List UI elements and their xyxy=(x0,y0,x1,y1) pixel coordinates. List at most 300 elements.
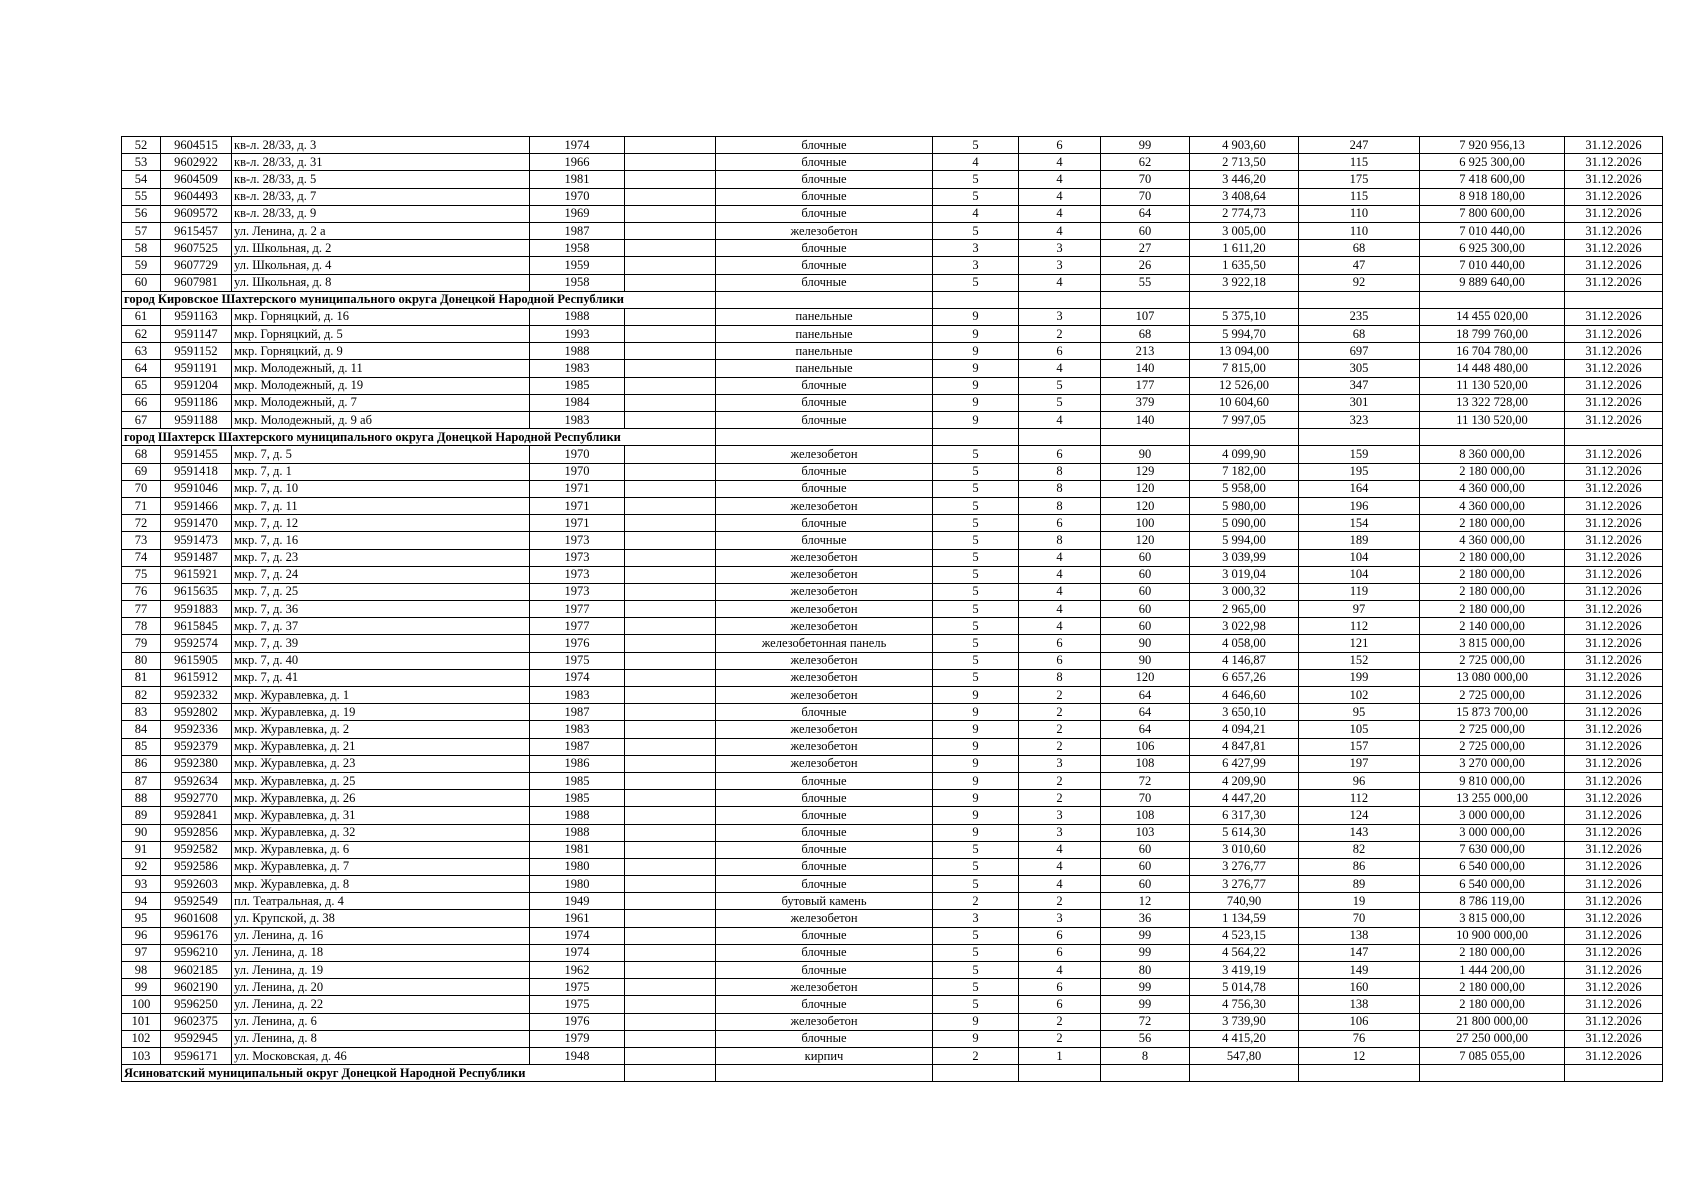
cell-residents: 152 xyxy=(1299,652,1420,669)
cell-empty-col xyxy=(625,171,716,188)
cell-empty-col xyxy=(625,1047,716,1064)
cell-wall-material: железобетон xyxy=(716,910,933,927)
cell-wall-material: блочные xyxy=(716,824,933,841)
table-row xyxy=(122,738,1663,755)
table-row xyxy=(122,240,1663,257)
cell-row-number: 85 xyxy=(122,738,161,755)
cell-deadline: 31.12.2026 xyxy=(1565,394,1663,411)
cell-building-id: 9591418 xyxy=(161,463,232,480)
cell-apartments: 120 xyxy=(1101,532,1190,549)
cell-building-id: 9592379 xyxy=(161,738,232,755)
cell-entrances: 4 xyxy=(1019,858,1101,875)
cell-area: 2 965,00 xyxy=(1190,601,1299,618)
cell-entrances: 3 xyxy=(1019,824,1101,841)
cell-empty-col xyxy=(625,669,716,686)
cell-wall-material: блочные xyxy=(716,274,933,291)
cell-empty-col xyxy=(625,515,716,532)
cell-area: 3 000,32 xyxy=(1190,583,1299,600)
cell-address: мкр. Журавлевка, д. 7 xyxy=(232,858,530,875)
cell-deadline: 31.12.2026 xyxy=(1565,635,1663,652)
cell-deadline: 31.12.2026 xyxy=(1565,446,1663,463)
cell-empty-col xyxy=(625,257,716,274)
empty-cell xyxy=(1565,1065,1663,1082)
cell-deadline: 31.12.2026 xyxy=(1565,274,1663,291)
cell-row-number: 52 xyxy=(122,137,161,154)
cell-building-id: 9609572 xyxy=(161,205,232,222)
cell-deadline: 31.12.2026 xyxy=(1565,601,1663,618)
table-row xyxy=(122,205,1663,222)
cell-deadline: 31.12.2026 xyxy=(1565,497,1663,514)
cell-entrances: 8 xyxy=(1019,463,1101,480)
cell-row-number: 65 xyxy=(122,377,161,394)
cell-area: 4 564,22 xyxy=(1190,944,1299,961)
cell-building-id: 9592841 xyxy=(161,807,232,824)
cell-year-built: 1983 xyxy=(530,360,625,377)
cell-deadline: 31.12.2026 xyxy=(1565,927,1663,944)
cell-building-id: 9596171 xyxy=(161,1047,232,1064)
table-row xyxy=(122,377,1663,394)
cell-empty-col xyxy=(625,635,716,652)
cell-building-id: 9602190 xyxy=(161,979,232,996)
empty-cell xyxy=(1019,291,1101,308)
cell-cost: 7 920 956,13 xyxy=(1420,137,1565,154)
cell-deadline: 31.12.2026 xyxy=(1565,979,1663,996)
cell-cost: 3 000 000,00 xyxy=(1420,807,1565,824)
cell-entrances: 2 xyxy=(1019,704,1101,721)
cell-residents: 47 xyxy=(1299,257,1420,274)
cell-area: 547,80 xyxy=(1190,1047,1299,1064)
cell-deadline: 31.12.2026 xyxy=(1565,377,1663,394)
cell-apartments: 72 xyxy=(1101,1013,1190,1030)
cell-address: мкр. Журавлевка, д. 1 xyxy=(232,687,530,704)
cell-deadline: 31.12.2026 xyxy=(1565,721,1663,738)
table-row xyxy=(122,807,1663,824)
cell-entrances: 2 xyxy=(1019,721,1101,738)
cell-entrances: 6 xyxy=(1019,343,1101,360)
cell-address: мкр. 7, д. 10 xyxy=(232,480,530,497)
cell-deadline: 31.12.2026 xyxy=(1565,137,1663,154)
cell-address: ул. Ленина, д. 20 xyxy=(232,979,530,996)
cell-apartments: 80 xyxy=(1101,962,1190,979)
cell-row-number: 98 xyxy=(122,962,161,979)
cell-wall-material: блочные xyxy=(716,532,933,549)
cell-building-id: 9615845 xyxy=(161,618,232,635)
cell-residents: 105 xyxy=(1299,721,1420,738)
cell-apartments: 90 xyxy=(1101,652,1190,669)
cell-year-built: 1977 xyxy=(530,601,625,618)
cell-entrances: 3 xyxy=(1019,807,1101,824)
cell-building-id: 9604509 xyxy=(161,171,232,188)
cell-wall-material: блочные xyxy=(716,704,933,721)
table-row xyxy=(122,996,1663,1013)
cell-area: 2 713,50 xyxy=(1190,154,1299,171)
cell-deadline: 31.12.2026 xyxy=(1565,480,1663,497)
cell-floors: 9 xyxy=(933,807,1019,824)
table-row xyxy=(122,137,1663,154)
cell-address: мкр. 7, д. 12 xyxy=(232,515,530,532)
cell-year-built: 1985 xyxy=(530,772,625,789)
cell-building-id: 9592380 xyxy=(161,755,232,772)
cell-cost: 13 322 728,00 xyxy=(1420,394,1565,411)
cell-entrances: 4 xyxy=(1019,876,1101,893)
cell-residents: 82 xyxy=(1299,841,1420,858)
cell-deadline: 31.12.2026 xyxy=(1565,1030,1663,1047)
cell-building-id: 9591147 xyxy=(161,326,232,343)
cell-address: ул. Ленина, д. 19 xyxy=(232,962,530,979)
cell-residents: 119 xyxy=(1299,583,1420,600)
cell-deadline: 31.12.2026 xyxy=(1565,205,1663,222)
cell-residents: 19 xyxy=(1299,893,1420,910)
table-row xyxy=(122,257,1663,274)
table-row xyxy=(122,154,1663,171)
cell-cost: 7 418 600,00 xyxy=(1420,171,1565,188)
cell-address: мкр. Молодежный, д. 11 xyxy=(232,360,530,377)
table-row xyxy=(122,515,1663,532)
table-row xyxy=(122,704,1663,721)
cell-residents: 138 xyxy=(1299,927,1420,944)
cell-deadline: 31.12.2026 xyxy=(1565,687,1663,704)
cell-deadline: 31.12.2026 xyxy=(1565,876,1663,893)
cell-apartments: 56 xyxy=(1101,1030,1190,1047)
cell-entrances: 6 xyxy=(1019,979,1101,996)
cell-row-number: 76 xyxy=(122,583,161,600)
cell-residents: 102 xyxy=(1299,687,1420,704)
cell-row-number: 54 xyxy=(122,171,161,188)
cell-wall-material: блочные xyxy=(716,377,933,394)
cell-empty-col xyxy=(625,205,716,222)
cell-empty-col xyxy=(625,601,716,618)
cell-empty-col xyxy=(625,549,716,566)
cell-year-built: 1974 xyxy=(530,669,625,686)
cell-row-number: 92 xyxy=(122,858,161,875)
cell-apartments: 99 xyxy=(1101,927,1190,944)
cell-entrances: 3 xyxy=(1019,257,1101,274)
cell-area: 3 010,60 xyxy=(1190,841,1299,858)
cell-row-number: 77 xyxy=(122,601,161,618)
cell-floors: 9 xyxy=(933,343,1019,360)
cell-apartments: 60 xyxy=(1101,876,1190,893)
cell-entrances: 8 xyxy=(1019,497,1101,514)
cell-residents: 157 xyxy=(1299,738,1420,755)
cell-cost: 21 800 000,00 xyxy=(1420,1013,1565,1030)
cell-empty-col xyxy=(625,343,716,360)
cell-area: 4 058,00 xyxy=(1190,635,1299,652)
cell-cost: 2 180 000,00 xyxy=(1420,463,1565,480)
cell-row-number: 89 xyxy=(122,807,161,824)
cell-apartments: 64 xyxy=(1101,721,1190,738)
cell-wall-material: блочные xyxy=(716,515,933,532)
cell-building-id: 9591883 xyxy=(161,601,232,618)
empty-cell xyxy=(933,429,1019,446)
cell-floors: 9 xyxy=(933,412,1019,429)
cell-apartments: 70 xyxy=(1101,171,1190,188)
cell-deadline: 31.12.2026 xyxy=(1565,841,1663,858)
empty-cell xyxy=(1565,429,1663,446)
cell-floors: 9 xyxy=(933,687,1019,704)
cell-entrances: 4 xyxy=(1019,618,1101,635)
cell-year-built: 1986 xyxy=(530,755,625,772)
cell-wall-material: железобетонная панель xyxy=(716,635,933,652)
cell-apartments: 99 xyxy=(1101,996,1190,1013)
cell-floors: 9 xyxy=(933,755,1019,772)
cell-cost: 3 000 000,00 xyxy=(1420,824,1565,841)
cell-address: мкр. Журавлевка, д. 8 xyxy=(232,876,530,893)
cell-entrances: 4 xyxy=(1019,841,1101,858)
cell-building-id: 9602185 xyxy=(161,962,232,979)
cell-deadline: 31.12.2026 xyxy=(1565,807,1663,824)
cell-residents: 235 xyxy=(1299,308,1420,325)
cell-building-id: 9604493 xyxy=(161,188,232,205)
cell-entrances: 4 xyxy=(1019,205,1101,222)
cell-area: 3 922,18 xyxy=(1190,274,1299,291)
cell-empty-col xyxy=(625,996,716,1013)
table-row xyxy=(122,188,1663,205)
cell-cost: 1 444 200,00 xyxy=(1420,962,1565,979)
table-row xyxy=(122,1047,1663,1064)
cell-cost: 11 130 520,00 xyxy=(1420,412,1565,429)
cell-residents: 96 xyxy=(1299,772,1420,789)
table-row xyxy=(122,463,1663,480)
table-row xyxy=(122,360,1663,377)
cell-wall-material: блочные xyxy=(716,927,933,944)
table-row xyxy=(122,274,1663,291)
cell-year-built: 1973 xyxy=(530,566,625,583)
cell-wall-material: блочные xyxy=(716,858,933,875)
empty-cell xyxy=(1190,429,1299,446)
cell-entrances: 6 xyxy=(1019,996,1101,1013)
table-row xyxy=(122,841,1663,858)
cell-residents: 104 xyxy=(1299,566,1420,583)
cell-building-id: 9602922 xyxy=(161,154,232,171)
cell-row-number: 103 xyxy=(122,1047,161,1064)
table-row xyxy=(122,497,1663,514)
cell-building-id: 9615457 xyxy=(161,222,232,239)
table-row xyxy=(122,652,1663,669)
cell-deadline: 31.12.2026 xyxy=(1565,755,1663,772)
cell-apartments: 72 xyxy=(1101,772,1190,789)
cell-building-id: 9615921 xyxy=(161,566,232,583)
cell-empty-col xyxy=(625,807,716,824)
cell-empty-col xyxy=(625,1030,716,1047)
cell-floors: 5 xyxy=(933,222,1019,239)
cell-residents: 112 xyxy=(1299,618,1420,635)
cell-entrances: 4 xyxy=(1019,549,1101,566)
cell-floors: 9 xyxy=(933,738,1019,755)
cell-cost: 9 810 000,00 xyxy=(1420,772,1565,789)
cell-empty-col xyxy=(625,394,716,411)
cell-floors: 5 xyxy=(933,669,1019,686)
cell-row-number: 68 xyxy=(122,446,161,463)
cell-deadline: 31.12.2026 xyxy=(1565,618,1663,635)
cell-empty-col xyxy=(625,652,716,669)
cell-floors: 5 xyxy=(933,137,1019,154)
cell-empty-col xyxy=(625,772,716,789)
cell-residents: 199 xyxy=(1299,669,1420,686)
cell-apartments: 103 xyxy=(1101,824,1190,841)
cell-address: кв-л. 28/33, д. 3 xyxy=(232,137,530,154)
table-row xyxy=(122,308,1663,325)
cell-wall-material: железобетон xyxy=(716,1013,933,1030)
cell-floors: 5 xyxy=(933,188,1019,205)
cell-year-built: 1980 xyxy=(530,858,625,875)
cell-residents: 347 xyxy=(1299,377,1420,394)
cell-wall-material: кирпич xyxy=(716,1047,933,1064)
cell-address: мкр. 7, д. 24 xyxy=(232,566,530,583)
table-row xyxy=(122,583,1663,600)
cell-deadline: 31.12.2026 xyxy=(1565,893,1663,910)
cell-building-id: 9591152 xyxy=(161,343,232,360)
cell-building-id: 9596250 xyxy=(161,996,232,1013)
cell-year-built: 1969 xyxy=(530,205,625,222)
cell-wall-material: железобетон xyxy=(716,721,933,738)
cell-address: кв-л. 28/33, д. 7 xyxy=(232,188,530,205)
cell-wall-material: железобетон xyxy=(716,222,933,239)
cell-residents: 164 xyxy=(1299,480,1420,497)
cell-year-built: 1970 xyxy=(530,446,625,463)
cell-residents: 89 xyxy=(1299,876,1420,893)
cell-apartments: 60 xyxy=(1101,222,1190,239)
cell-deadline: 31.12.2026 xyxy=(1565,308,1663,325)
cell-residents: 115 xyxy=(1299,188,1420,205)
cell-year-built: 1971 xyxy=(530,497,625,514)
cell-year-built: 1976 xyxy=(530,1013,625,1030)
table-row xyxy=(122,944,1663,961)
cell-entrances: 4 xyxy=(1019,360,1101,377)
cell-entrances: 8 xyxy=(1019,532,1101,549)
cell-year-built: 1958 xyxy=(530,240,625,257)
cell-floors: 9 xyxy=(933,704,1019,721)
cell-entrances: 6 xyxy=(1019,652,1101,669)
cell-area: 4 146,87 xyxy=(1190,652,1299,669)
cell-deadline: 31.12.2026 xyxy=(1565,171,1663,188)
cell-wall-material: железобетон xyxy=(716,549,933,566)
cell-row-number: 82 xyxy=(122,687,161,704)
cell-address: ул. Ленина, д. 8 xyxy=(232,1030,530,1047)
cell-empty-col xyxy=(625,274,716,291)
cell-floors: 3 xyxy=(933,257,1019,274)
cell-address: мкр. Горняцкий, д. 16 xyxy=(232,308,530,325)
table-body xyxy=(122,137,1663,1082)
cell-row-number: 88 xyxy=(122,790,161,807)
cell-year-built: 1979 xyxy=(530,1030,625,1047)
cell-area: 5 614,30 xyxy=(1190,824,1299,841)
table-row xyxy=(122,772,1663,789)
cell-building-id: 9591470 xyxy=(161,515,232,532)
empty-cell xyxy=(933,1065,1019,1082)
cell-wall-material: блочные xyxy=(716,257,933,274)
cell-entrances: 6 xyxy=(1019,635,1101,652)
empty-cell xyxy=(1420,429,1565,446)
cell-floors: 9 xyxy=(933,326,1019,343)
cell-year-built: 1971 xyxy=(530,480,625,497)
cell-building-id: 9615912 xyxy=(161,669,232,686)
cell-year-built: 1976 xyxy=(530,635,625,652)
cell-apartments: 90 xyxy=(1101,635,1190,652)
cell-area: 6 657,26 xyxy=(1190,669,1299,686)
cell-area: 3 022,98 xyxy=(1190,618,1299,635)
cell-area: 4 447,20 xyxy=(1190,790,1299,807)
cell-wall-material: панельные xyxy=(716,360,933,377)
cell-deadline: 31.12.2026 xyxy=(1565,532,1663,549)
table-row xyxy=(122,635,1663,652)
cell-deadline: 31.12.2026 xyxy=(1565,240,1663,257)
cell-building-id: 9592574 xyxy=(161,635,232,652)
table-row xyxy=(122,721,1663,738)
cell-wall-material: панельные xyxy=(716,308,933,325)
cell-floors: 5 xyxy=(933,841,1019,858)
cell-address: мкр. Молодежный, д. 9 аб xyxy=(232,412,530,429)
cell-entrances: 4 xyxy=(1019,171,1101,188)
table-row xyxy=(122,790,1663,807)
cell-floors: 2 xyxy=(933,1047,1019,1064)
cell-deadline: 31.12.2026 xyxy=(1565,515,1663,532)
cell-year-built: 1975 xyxy=(530,652,625,669)
cell-area: 6 427,99 xyxy=(1190,755,1299,772)
cell-address: мкр. 7, д. 41 xyxy=(232,669,530,686)
cell-empty-col xyxy=(625,738,716,755)
section-title: город Шахтерск Шахтерского муниципального округа Донецкой Народной Республики xyxy=(122,429,716,446)
cell-empty-col xyxy=(625,858,716,875)
cell-deadline: 31.12.2026 xyxy=(1565,566,1663,583)
cell-row-number: 69 xyxy=(122,463,161,480)
cell-row-number: 59 xyxy=(122,257,161,274)
cell-area: 7 182,00 xyxy=(1190,463,1299,480)
cell-area: 3 650,10 xyxy=(1190,704,1299,721)
cell-apartments: 36 xyxy=(1101,910,1190,927)
empty-cell xyxy=(1420,291,1565,308)
cell-address: мкр. 7, д. 36 xyxy=(232,601,530,618)
cell-year-built: 1971 xyxy=(530,515,625,532)
cell-entrances: 6 xyxy=(1019,446,1101,463)
cell-floors: 5 xyxy=(933,944,1019,961)
cell-row-number: 97 xyxy=(122,944,161,961)
cell-entrances: 4 xyxy=(1019,566,1101,583)
empty-cell xyxy=(1190,1065,1299,1082)
cell-row-number: 87 xyxy=(122,772,161,789)
cell-deadline: 31.12.2026 xyxy=(1565,824,1663,841)
cell-floors: 5 xyxy=(933,515,1019,532)
cell-year-built: 1983 xyxy=(530,687,625,704)
cell-building-id: 9591188 xyxy=(161,412,232,429)
cell-residents: 147 xyxy=(1299,944,1420,961)
cell-floors: 5 xyxy=(933,566,1019,583)
cell-area: 1 611,20 xyxy=(1190,240,1299,257)
cell-building-id: 9592634 xyxy=(161,772,232,789)
cell-row-number: 72 xyxy=(122,515,161,532)
cell-deadline: 31.12.2026 xyxy=(1565,257,1663,274)
cell-empty-col xyxy=(625,687,716,704)
table-row xyxy=(122,858,1663,875)
cell-floors: 5 xyxy=(933,497,1019,514)
cell-building-id: 9607729 xyxy=(161,257,232,274)
cell-apartments: 70 xyxy=(1101,790,1190,807)
cell-entrances: 6 xyxy=(1019,944,1101,961)
cell-area: 3 446,20 xyxy=(1190,171,1299,188)
cell-apartments: 26 xyxy=(1101,257,1190,274)
cell-row-number: 94 xyxy=(122,893,161,910)
empty-cell xyxy=(933,291,1019,308)
cell-entrances: 4 xyxy=(1019,188,1101,205)
cell-area: 4 415,20 xyxy=(1190,1030,1299,1047)
cell-area: 3 019,04 xyxy=(1190,566,1299,583)
cell-empty-col xyxy=(625,360,716,377)
cell-address: мкр. Журавлевка, д. 21 xyxy=(232,738,530,755)
cell-year-built: 1988 xyxy=(530,807,625,824)
cell-building-id: 9592945 xyxy=(161,1030,232,1047)
cell-year-built: 1974 xyxy=(530,927,625,944)
cell-row-number: 66 xyxy=(122,394,161,411)
table-row xyxy=(122,893,1663,910)
